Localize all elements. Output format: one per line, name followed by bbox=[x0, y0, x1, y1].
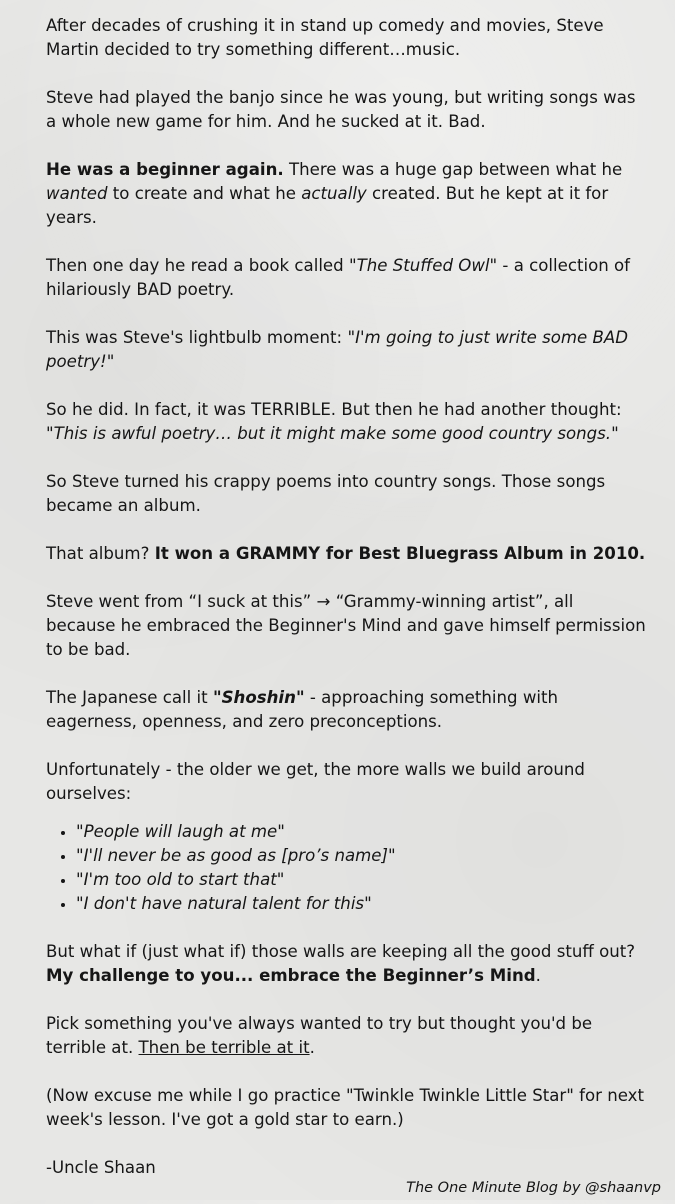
paragraph-pick-something: Pick something you've always wanted to try but thought you'd be terrible at. Then be terrible at it. bbox=[46, 1014, 593, 1057]
paragraph-beginner: He was a beginner again. There was a huge gap between what he wanted to create and what he actually created. But he kept at it for years. bbox=[46, 160, 623, 227]
paragraph-shoshin: The Japanese call it "Shoshin" - approaching something with eagerness, openness, and zero preconceptions. bbox=[46, 688, 559, 731]
paragraph-album: So Steve turned his crappy poems into country songs. Those songs became an album. bbox=[46, 472, 606, 515]
paragraph-intro: After decades of crushing it in stand up comedy and movies, Steve Martin decided to try something different…music. bbox=[46, 16, 604, 59]
quote-bad-poetry: "I'm going to just write some BAD poetry!" bbox=[46, 328, 629, 371]
paragraph-terrible: So he did. In fact, it was TERRIBLE. But then he had another thought: "This is awful poetry… but it might make some good country songs." bbox=[46, 400, 622, 443]
paragraph-challenge: But what if (just what if) those walls are keeping all the good stuff out? My challenge to you... embrace the Beginner’s Mind. bbox=[46, 942, 636, 985]
paragraph-grammy: That album? It won a GRAMMY for Best Bluegrass Album in 2010. bbox=[46, 544, 646, 563]
paragraph-twinkle: (Now excuse me while I go practice "Twinkle Twinkle Little Star" for next week's lesson. I've got a gold star to earn.) bbox=[46, 1086, 645, 1129]
blog-post bbox=[46, 14, 646, 1204]
paragraph-beginners-mind: Steve went from “I suck at this” → “Grammy-winning artist”, all because he embraced the Beginner's Mind and gave himself permission to be bad. bbox=[46, 592, 646, 659]
list-item: • "People will laugh at me" bbox=[76, 820, 646, 844]
list-item: • "I'll never be as good as [pro’s name]" bbox=[76, 844, 646, 868]
paragraph-banjo: Steve had played the banjo since he was young, but writing songs was a whole new game for him. And he sucked at it. Bad. bbox=[46, 88, 636, 131]
bold-beginner: He was a beginner again. bbox=[46, 160, 284, 179]
list-item: • "I don't have natural talent for this" bbox=[76, 892, 646, 916]
paragraph-stuffed-owl: Then one day he read a book called "The Stuffed Owl" - a collection of hilariously BAD poetry. bbox=[46, 256, 631, 299]
bold-challenge: My challenge to you... embrace the Beginner’s Mind bbox=[46, 966, 536, 985]
term-shoshin: "Shoshin" bbox=[212, 688, 305, 707]
book-title: "The Stuffed Owl" bbox=[348, 256, 498, 275]
bold-grammy: It won a GRAMMY for Best Bluegrass Album in 2010. bbox=[154, 544, 646, 563]
underlined-be-terrible: Then be terrible at it bbox=[138, 1038, 310, 1057]
paragraph-lightbulb: This was Steve's lightbulb moment: "I'm going to just write some BAD poetry!" bbox=[46, 328, 629, 371]
list-item: • "I'm too old to start that" bbox=[76, 868, 646, 892]
blog-footer: The One Minute Blog by @shaanvp bbox=[406, 1180, 661, 1196]
signature: -Uncle Shaan bbox=[46, 1158, 156, 1177]
quote-country-songs: "This is awful poetry… but it might make some good country songs." bbox=[46, 424, 619, 443]
walls-list bbox=[46, 820, 646, 916]
paragraph-walls: Unfortunately - the older we get, the more walls we build around ourselves: bbox=[46, 760, 585, 803]
